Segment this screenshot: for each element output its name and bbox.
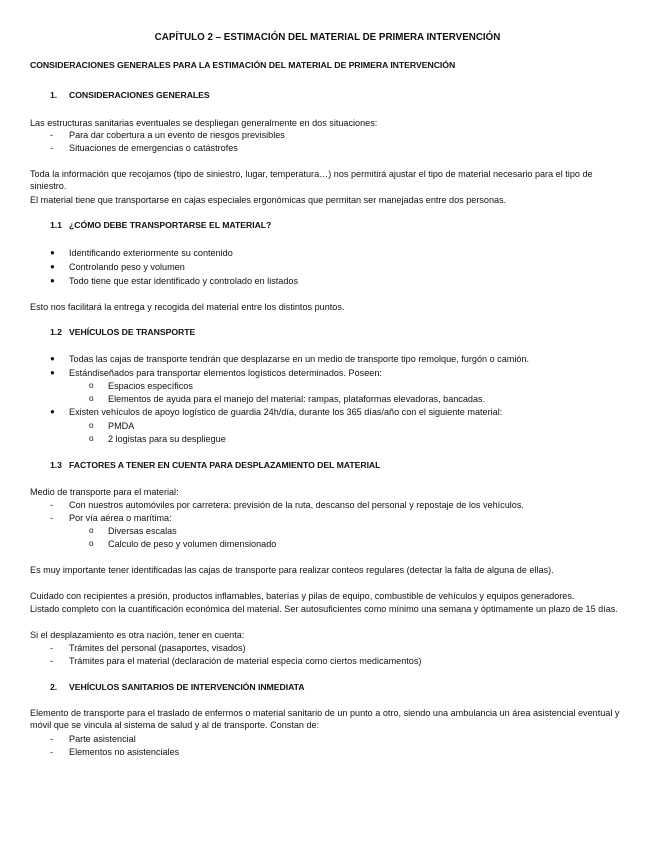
paragraph: Esto nos facilitará la entrega y recogida del material entre los distintos puntos. <box>30 302 345 312</box>
circle-marker: o <box>89 434 94 443</box>
list-item: Con nuestros automóviles por carretera: previsión de la ruta, descanso del personal y repostaje de los vehículos. <box>69 500 524 510</box>
paragraph: Es muy importante tener identificadas las cajas de transporte para realizar conteos regulares (detectar la falta de alguna de ellas). <box>30 565 554 575</box>
circle-marker: o <box>89 394 94 403</box>
section-1-number: 1. <box>50 90 58 100</box>
dash-marker: - <box>50 747 54 757</box>
bullet-marker: ● <box>50 248 55 257</box>
dash-marker: - <box>50 143 54 153</box>
paragraph: El material tiene que transportarse en cajas especiales ergonómicas que permitan ser manejadas entre dos personas. <box>30 195 507 205</box>
list-item: Existen vehículos de apoyo logístico de guardia 24h/día, durante los 365 días/año con el siguiente material: <box>69 407 503 417</box>
section-1-1-number: 1.1 <box>50 220 62 230</box>
section-2-number: 2. <box>50 682 58 692</box>
sub-list-item: Diversas escalas <box>108 526 177 536</box>
bullet-marker: ● <box>50 262 55 271</box>
dash-marker: - <box>50 643 54 653</box>
circle-marker: o <box>89 526 94 535</box>
section-subtitle: CONSIDERACIONES GENERALES PARA LA ESTIMACIÓN DEL MATERIAL DE PRIMERA INTERVENCIÓN <box>30 60 456 70</box>
sub-list-item: PMDA <box>108 421 135 431</box>
section-1-3-heading: FACTORES A TENER EN CUENTA PARA DESPLAZAMIENTO DEL MATERIAL <box>69 460 381 470</box>
sub-list-item: Espacios específicos <box>108 381 193 391</box>
circle-marker: o <box>89 421 94 430</box>
dash-marker: - <box>50 656 54 666</box>
sub-list-item: Elementos de ayuda para el manejo del material: rampas, plataformas elevadoras, bancadas. <box>108 394 486 404</box>
list-item: Trámites del personal (pasaportes, visados) <box>69 643 246 653</box>
section-1-heading: CONSIDERACIONES GENERALES <box>69 90 210 100</box>
section-1-intro: Las estructuras sanitarias eventuales se despliegan generalmente en dos situaciones: <box>30 118 378 128</box>
list-item: Estándiseñados para transportar elementos logísticos determinados. Poseen: <box>69 368 382 378</box>
dash-marker: - <box>50 513 54 523</box>
section-2-heading: VEHÍCULOS SANITARIOS DE INTERVENCIÓN INMEDIATA <box>69 682 305 692</box>
list-item: Por vía aérea o marítima: <box>69 513 172 523</box>
chapter-title: CAPÍTULO 2 – ESTIMACIÓN DEL MATERIAL DE PRIMERA INTERVENCIÓN <box>154 32 501 43</box>
list-item: Todas las cajas de transporte tendrán que desplazarse en un medio de transporte tipo remolque, furgón o camión. <box>69 354 530 364</box>
bullet-marker: ● <box>50 407 55 416</box>
circle-marker: o <box>89 381 94 390</box>
sub-list-item: Calculo de peso y volumen dimensionado <box>108 539 277 549</box>
paragraph: Listado completo con la cuantificación económica del material. Ser autosuficientes como mínimo una semana y óptimamente un plazo de 15 días. <box>30 604 618 614</box>
dash-marker: - <box>50 130 54 140</box>
paragraph: Si el desplazamiento es otra nación, tener en cuenta: <box>30 630 245 640</box>
list-item: Controlando peso y volumen <box>69 262 185 272</box>
list-item: Identificando exteriormente su contenido <box>69 248 233 258</box>
list-item: Elementos no asistenciales <box>69 747 180 757</box>
dash-marker: - <box>50 500 54 510</box>
list-item: Parte asistencial <box>69 734 136 744</box>
list-item: Todo tiene que estar identificado y controlado en listados <box>69 276 299 286</box>
section-1-3-number: 1.3 <box>50 460 62 470</box>
bullet-marker: ● <box>50 276 55 285</box>
section-1-1-heading: ¿CÓMO DEBE TRANSPORTARSE EL MATERIAL? <box>69 220 272 230</box>
section-1-2-number: 1.2 <box>50 327 62 337</box>
paragraph: Elemento de transporte para el traslado de enfermos o material sanitario de un punto a otro, siendo una ambulancia un área asistencial eventual y móvil que se vincula al sistema de salud y al de transporte. Constan de: <box>30 708 620 731</box>
dash-marker: - <box>50 734 54 744</box>
paragraph: Medio de transporte para el material: <box>30 487 179 497</box>
section-1-2-heading: VEHÍCULOS DE TRANSPORTE <box>69 327 196 337</box>
list-item: Para dar cobertura a un evento de riesgos previsibles <box>69 130 285 140</box>
bullet-marker: ● <box>50 368 55 377</box>
paragraph: Cuidado con recipientes a presión, productos inflamables, baterías y pilas de equipo, combustible de vehículos y equipos generadores. <box>30 591 575 601</box>
bullet-marker: ● <box>50 354 55 363</box>
list-item: Situaciones de emergencias o catástrofes <box>69 143 238 153</box>
sub-list-item: 2 logistas para su despliegue <box>108 434 226 444</box>
circle-marker: o <box>89 539 94 548</box>
paragraph: Toda la información que recojamos (tipo de siniestro, lugar, temperatura…) nos permitirá ajustar el tipo de material necesario para el tipo de siniestro. <box>30 169 593 192</box>
list-item: Trámites para el material (declaración de material especia como ciertos medicamentos) <box>69 656 422 666</box>
